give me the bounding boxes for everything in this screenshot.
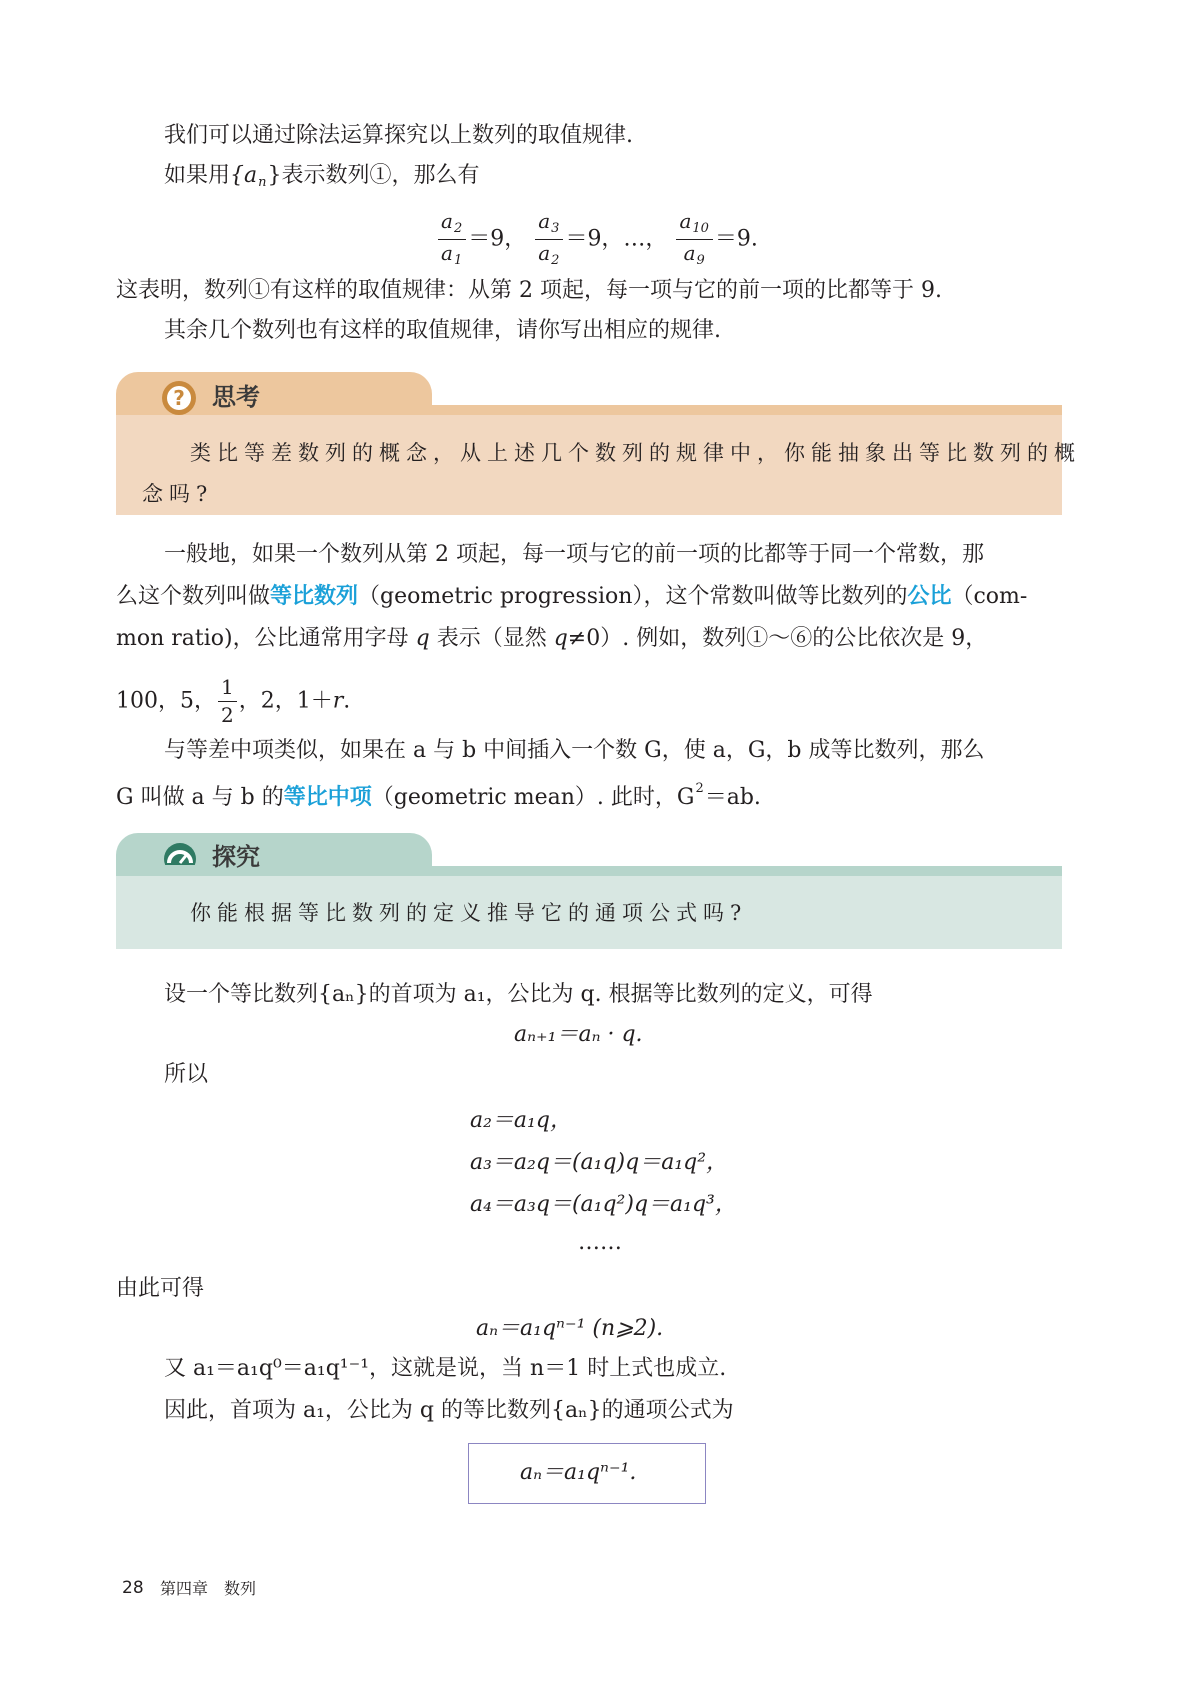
def-text: （geometric progression），这个常数叫做等比数列的	[358, 584, 908, 609]
var-r: r	[332, 688, 344, 714]
frac-num: a	[441, 209, 453, 233]
explore-question: 你能根据等比数列的定义推导它的通项公式吗?	[190, 901, 748, 925]
definition-line-4	[116, 676, 350, 727]
paragraph-exercise: 其余几个数列也有这样的取值规律，请你写出相应的规律.	[164, 318, 721, 343]
also-text: 又 a₁＝a₁q⁰＝a₁q¹⁻¹，这就是说，当 n＝1 时上式也成立.	[164, 1356, 727, 1381]
general-formula-partial: aₙ＝a₁qⁿ⁻¹ (n⩾2).	[476, 1316, 664, 1341]
mean-text: G 叫做 a 与 b 的	[116, 785, 284, 810]
var-q: q	[553, 626, 568, 651]
def-text: 么这个数列叫做	[116, 584, 271, 609]
think-title: 思考	[212, 383, 260, 411]
frac-num: 1	[218, 676, 237, 702]
sequence-notation: {a	[230, 163, 258, 188]
ratio-eq-1: ＝9，	[468, 226, 527, 252]
definition-line-2	[116, 586, 1027, 608]
frac-den: a	[441, 240, 453, 265]
think-line-2: 念吗?	[142, 482, 214, 506]
term-geometric-mean: 等比中项	[283, 785, 372, 810]
notation-post: 表示数列①，那么有	[281, 163, 480, 188]
recurrence-formula: aₙ₊₁＝aₙ · q.	[514, 1022, 643, 1047]
frac-den-sub: 9	[696, 252, 705, 268]
frac-num-sub: 2	[453, 221, 463, 236]
frac-num-sub: 10	[692, 221, 709, 236]
fraction-one-half	[218, 676, 237, 727]
therefore-text: 因此，首项为 a₁，公比为 q 的等比数列{aₙ}的通项公式为	[164, 1398, 734, 1423]
def-text: 100，5，	[116, 688, 216, 714]
question-icon: ?	[162, 381, 196, 415]
frac-den: 2	[221, 703, 234, 727]
definition-line-3	[116, 628, 987, 650]
sequence-close: }	[267, 163, 282, 188]
def-text: ≠0）. 例如，数列①～⑥的公比依次是 9，	[567, 626, 988, 651]
frac-den: a	[683, 240, 696, 265]
notation-pre: 如果用	[164, 163, 231, 188]
chapter-label: 第四章 数列	[160, 1579, 257, 1598]
paragraph-notation	[164, 165, 480, 189]
formula-a2: a₂＝a₁q，	[470, 1108, 572, 1133]
frac-num: a	[538, 209, 551, 233]
mean-text: ＝ab.	[704, 785, 761, 810]
sequence-subscript: n	[258, 175, 267, 190]
ratio-fraction-1	[438, 210, 466, 269]
paragraph-observation: 这表明，数列①有这样的取值规律：从第 2 项起，每一项与它的前一项的比都等于 9.	[116, 278, 942, 303]
def-text: 表示（显然	[429, 626, 554, 651]
ratio-eq-2: ＝9，…，	[565, 226, 668, 252]
mean-sup: 2	[695, 781, 704, 796]
term-common-ratio: 公比	[907, 584, 952, 609]
ratio-fraction-3	[676, 210, 712, 269]
explore-gauge-icon	[160, 839, 200, 873]
ellipsis: ……	[578, 1230, 622, 1255]
hence-text: 由此可得	[116, 1276, 205, 1301]
paragraph-intro: 我们可以通过除法运算探究以上数列的取值规律.	[164, 123, 633, 148]
frac-den-sub: 2	[551, 252, 560, 268]
page-number: 28	[122, 1578, 144, 1598]
ratio-formula	[436, 210, 758, 269]
def-text: mon ratio)，公比通常用字母	[116, 626, 416, 651]
general-formula: aₙ＝a₁qⁿ⁻¹.	[520, 1460, 637, 1485]
var-q: q	[415, 626, 430, 651]
mean-text: （geometric mean）. 此时，G	[371, 785, 695, 810]
def-text: .	[343, 688, 351, 714]
so-text: 所以	[164, 1062, 209, 1087]
formula-a3: a₃＝a₂q＝(a₁q)q＝a₁q²，	[470, 1150, 729, 1175]
frac-den-sub: 1	[453, 252, 463, 268]
ratio-eq-3: ＝9.	[714, 226, 758, 252]
def-text: ，2，1＋	[238, 688, 333, 714]
derivation-intro: 设一个等比数列{aₙ}的首项为 a₁，公比为 q. 根据等比数列的定义，可得	[164, 982, 873, 1007]
mean-line-1: 与等差中项类似，如果在 a 与 b 中间插入一个数 G，使 a，G，b 成等比数列，那么	[164, 738, 985, 763]
frac-den: a	[538, 240, 551, 265]
think-line-1: 类比等差数列的概念，从上述几个数列的规律中，你能抽象出等比数列的概	[190, 441, 1081, 465]
frac-num-sub: 3	[551, 221, 560, 236]
formula-a4: a₄＝a₃q＝(a₁q²)q＝a₁q³，	[470, 1192, 737, 1217]
term-geometric-progression: 等比数列	[270, 584, 359, 609]
definition-line-1: 一般地，如果一个数列从第 2 项起，每一项与它的前一项的比都等于同一个常数，那	[164, 542, 984, 567]
ratio-fraction-2	[535, 210, 563, 269]
def-text: （com-	[951, 584, 1028, 609]
explore-title: 探究	[212, 843, 260, 871]
frac-num: a	[679, 209, 692, 233]
mean-line-2	[116, 782, 761, 809]
